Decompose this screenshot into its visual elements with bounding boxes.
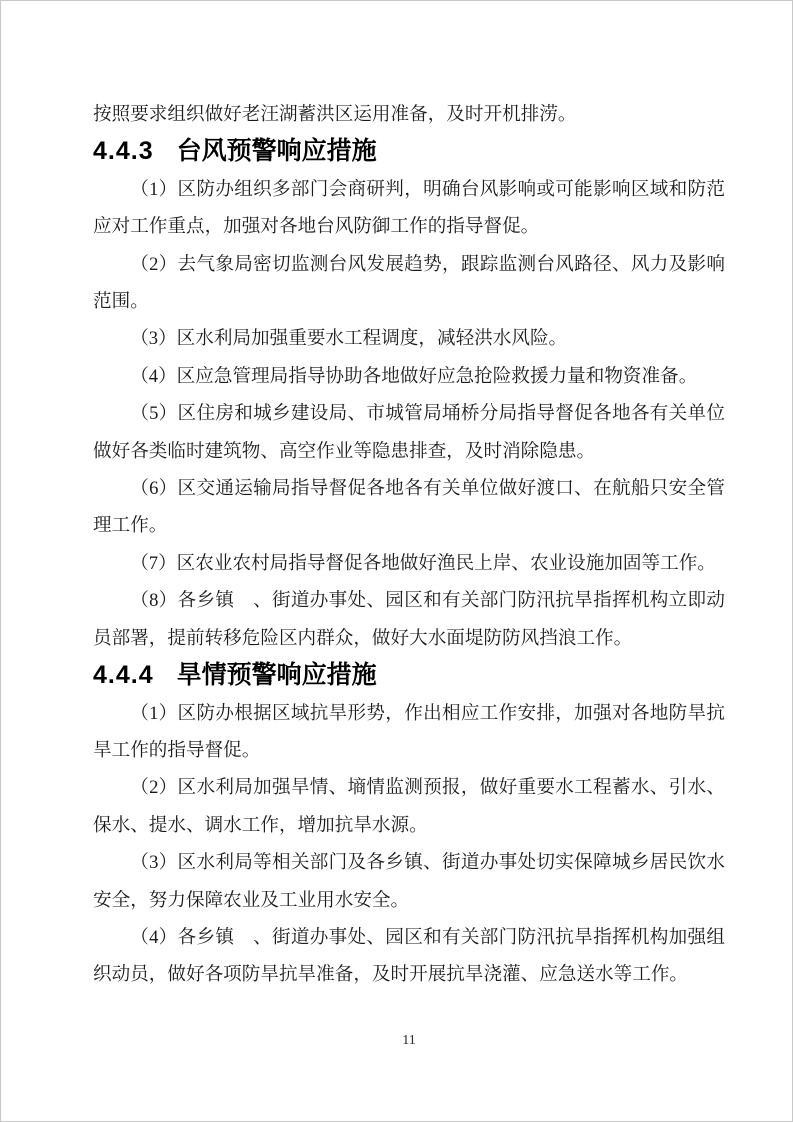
section-number: 4.4.4: [93, 661, 154, 690]
paragraph: （3）区水利局加强重要水工程调度，减轻洪水风险。: [130, 328, 568, 350]
paragraph: （7）区农业农村局指导督促各地做好渔民上岸、农业设施加固等工作。: [130, 552, 716, 574]
paragraph: （2）区水利局加强旱情、墒情监测预报，做好重要水工程蓄水、引水、保水、提水、调水工作，增加抗旱水源。: [93, 777, 725, 836]
paragraph: （2）去气象局密切监测台风发展趋势，跟踪监测台风路径、风力及影响范围。: [93, 253, 725, 313]
paragraph-continuation: 按照要求组织做好老汪湖蓄洪区运用准备，及时开机排涝。: [93, 104, 577, 125]
paragraph: （4）各乡镇 、街道办事处、园区和有关部门防汛抗旱指挥机构加强组织动员，做好各项防旱抗旱准备，及时开展抗旱浇灌、应急送水等工作。: [93, 926, 725, 986]
section-title: 台风预警响应措施: [176, 137, 377, 166]
paragraph: （8）各乡镇 、街道办事处、园区和有关部门防汛抗旱指挥机构立即动员部署，提前转移危险区内群众，做好大水面堤防防风挡浪工作。: [93, 590, 725, 649]
paragraph: （1）区防办组织多部门会商研判，明确台风影响或可能影响区域和防范应对工作重点，加强对各地台风防御工作的指导督促。: [93, 178, 725, 238]
paragraph: （6）区交通运输局指导督促各地各有关单位做好渡口、在航船只安全管理工作。: [93, 478, 725, 537]
page-number: 11: [402, 1033, 416, 1048]
section-number: 4.4.3: [93, 137, 154, 166]
section-heading-typhoon: [93, 133, 725, 170]
paragraph: （3）区水利局等相关部门及各乡镇、街道办事处切实保障城乡居民饮水安全，努力保障农业及工业用水安全。: [93, 852, 725, 911]
page-body: [93, 96, 725, 994]
paragraph: （4）区应急管理局指导协助各地做好应急抢险救援力量和物资准备。: [130, 365, 698, 387]
section-heading-drought: [93, 657, 725, 694]
section-title: 旱情预警响应措施: [176, 661, 377, 690]
paragraph: （1）区防办根据区域抗旱形势，作出相应工作安排，加强对各地防旱抗旱工作的指导督促。: [93, 702, 725, 761]
paragraph: （5）区住房和城乡建设局、市城管局埇桥分局指导督促各地各有关单位做好各类临时建筑物、高空作业等隐患排查，及时消除隐患。: [93, 403, 725, 462]
